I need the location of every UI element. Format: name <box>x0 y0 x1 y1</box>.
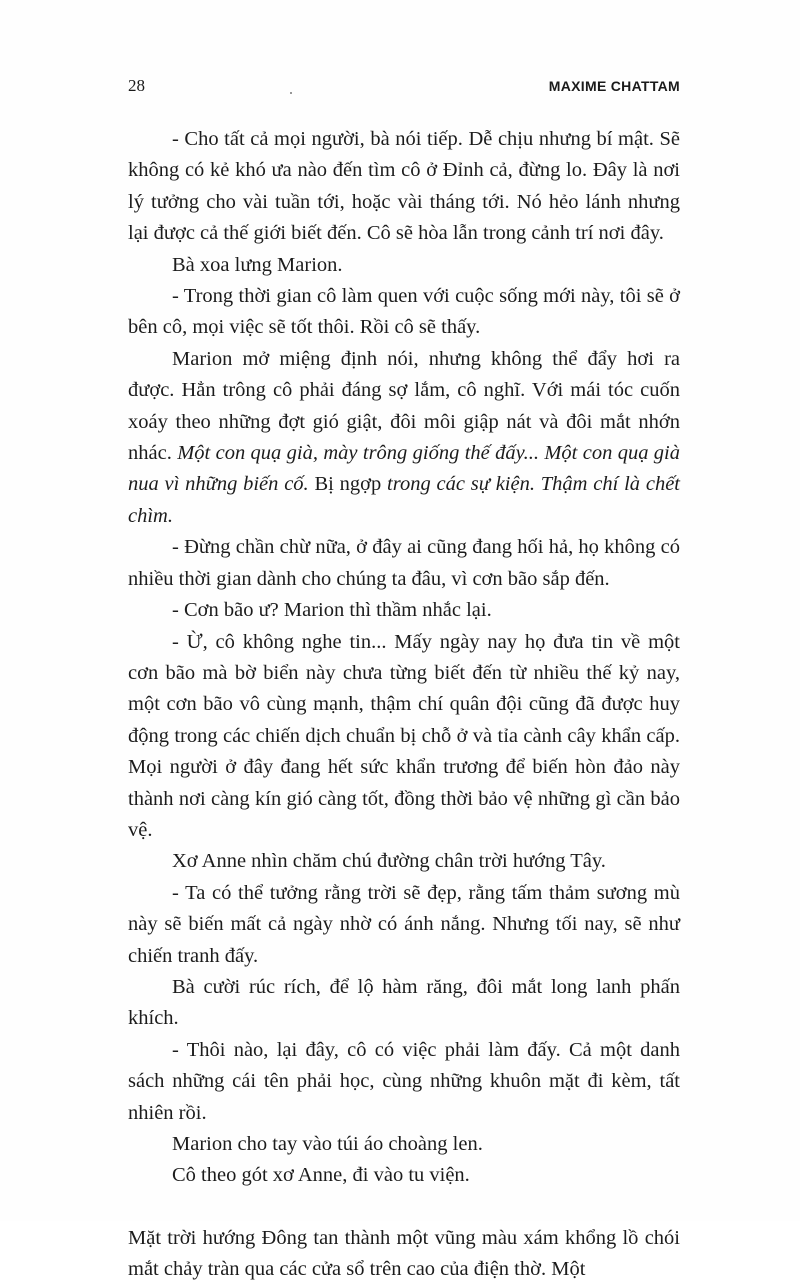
paragraph: - Trong thời gian cô làm quen với cuộc sống mới này, tôi sẽ ở bên cô, mọi việc sẽ tốt thôi. Rồi cô sẽ thấy. <box>128 285 680 339</box>
paragraph <box>128 344 680 532</box>
print-speck <box>290 92 292 94</box>
paragraph: Bà xoa lưng Marion. <box>172 253 343 276</box>
paragraph-text: Marion mở miệng định nói, nhưng không thể đẩy hơi ra được. Hẳn trông cô phải đáng sợ lắm, cô nghĩ. Với mái tóc cuốn xoáy theo những đợt gió giật, đôi môi giập nát và đôi mắt nhớn nhác. <box>128 347 680 465</box>
paragraph: Xơ Anne nhìn chăm chú đường chân trời hướng Tây. <box>172 850 606 873</box>
paragraph-text: Bị ngợp <box>308 473 388 496</box>
paragraph: - Cho tất cả mọi người, bà nói tiếp. Dễ chịu nhưng bí mật. Sẽ không có kẻ khó ưa nào đến tìm cô ở Đỉnh cả, đừng lo. Đây là nơi lý tưởng cho vài tuần tới, hoặc vài tháng tới. Nó hẻo lánh nhưng lại được cả thế giới biết đến. Cô sẽ hòa lẫn trong cảnh trí nơi đây. <box>128 128 680 245</box>
paragraph: Marion cho tay vào túi áo choàng len. <box>172 1133 483 1155</box>
paragraph: - Cơn bão ư? Marion thì thầm nhắc lại. <box>172 599 492 622</box>
italic-thought: trong các sự kiện. Thậm chí là chết chìm. <box>128 473 680 527</box>
page-number: 28 <box>128 76 145 95</box>
paragraph: - Đừng chần chừ nữa, ở đây ai cũng đang hối hả, họ không có nhiều thời gian dành cho chúng ta đâu, vì cơn bão sắp đến. <box>128 536 680 590</box>
running-head-author: MAXIME CHATTAM <box>548 78 680 94</box>
paragraph: - Ta có thể tưởng rằng trời sẽ đẹp, rằng tấm thảm sương mù này sẽ biến mất cả ngày nhờ có ánh nắng. Nhưng tối nay, sẽ như chiến tranh đấy. <box>128 881 680 967</box>
paragraph: Bà cười rúc rích, để lộ hàm răng, đôi mắt long lanh phấn khích. <box>128 975 680 1030</box>
section-paragraph: Mặt trời hướng Đông tan thành một vũng màu xám khổng lồ chói mắt chảy tràn qua các cửa sổ trên cao của điện thờ. Một <box>128 1226 680 1281</box>
italic-thought: Một con quạ già, mày trông giống thế đấy... Một con quạ già nua vì những biến cố. <box>128 442 681 496</box>
paragraph: Cô theo gót xơ Anne, đi vào tu viện. <box>172 1164 470 1187</box>
paragraph: - Thôi nào, lại đây, cô có việc phải làm đấy. Cả một danh sách những cái tên phải học, cùng những khuôn mặt đi kèm, tất nhiên rồi. <box>128 1038 680 1124</box>
body-text <box>128 124 680 1286</box>
page-header <box>128 76 680 100</box>
paragraph: - Ừ, cô không nghe tin... Mấy ngày nay họ đưa tin về một cơn bão mà bờ biển này chưa từng biết đến từ nhiều thế kỷ nay, một cơn bão vô cùng mạnh, thậm chí quân đội cũng đã được huy động trong các chiến dịch chuẩn bị chỗ ở và tỉa cành cây khẩn cấp. Mọi người ở đây đang hết sức khẩn trương để biến hòn đảo này thành nơi càng kín gió càng tốt, đồng thời bảo vệ những gì cần bảo vệ. <box>128 630 680 841</box>
